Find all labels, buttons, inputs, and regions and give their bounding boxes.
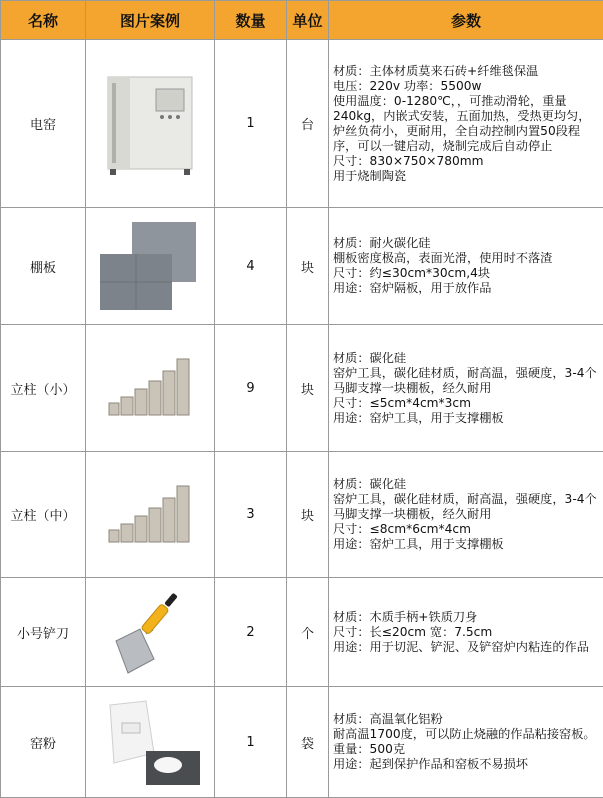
item-unit: 袋 xyxy=(287,687,329,798)
table-row xyxy=(1,208,603,325)
item-unit: 个 xyxy=(287,578,329,687)
item-qty: 2 xyxy=(215,578,287,687)
param-line: 材质：高温氧化铝粉 xyxy=(333,712,443,726)
param-line: 窑炉工具，碳化硅材质，耐高温，强硬度，3-4个马脚支撑一块棚板，经久耐用 xyxy=(333,492,597,521)
param-line: 用途：用于切泥、铲泥、及铲窑炉内粘连的作品 xyxy=(333,639,589,654)
item-name: 棚板 xyxy=(1,208,86,325)
param-line: 窑炉工具，碳化硅材质，耐高温，强硬度，3-4个马脚支撑一块棚板，经久耐用 xyxy=(333,365,597,395)
table-row xyxy=(1,40,603,208)
param-line: 尺寸：长≤20cm 宽：7.5cm xyxy=(333,624,493,639)
header-unit: 单位 xyxy=(287,1,329,40)
header-qty: 数量 xyxy=(215,1,287,40)
param-line: 用途：窑炉工具，用于支撑棚板 xyxy=(333,537,504,551)
item-params xyxy=(329,687,603,798)
param-line: 尺寸：830×750×780mm xyxy=(333,153,484,168)
param-line: 用途：起到保护作品和窑板不易损坏 xyxy=(333,757,528,771)
item-params xyxy=(329,578,603,687)
param-line: 材质：主体材质莫来石砖+纤维毯保温 xyxy=(333,63,539,78)
item-unit: 块 xyxy=(287,452,329,578)
medium-post-image xyxy=(86,452,215,578)
item-unit: 块 xyxy=(287,208,329,325)
item-qty: 1 xyxy=(215,40,287,208)
table-row xyxy=(1,687,603,798)
item-name: 立柱（中） xyxy=(1,452,86,578)
kiln-image xyxy=(86,40,215,208)
item-params xyxy=(329,452,603,578)
item-qty: 3 xyxy=(215,452,287,578)
param-line: 材质：木质手柄+铁质刀身 xyxy=(333,609,478,624)
param-line: 重量：500克 xyxy=(333,742,406,756)
item-qty: 4 xyxy=(215,208,287,325)
param-line: 用途：窑炉隔板，用于放作品 xyxy=(333,281,492,295)
item-name: 窑粉 xyxy=(1,687,86,798)
table-row xyxy=(1,325,603,452)
scraper-image xyxy=(86,578,215,687)
table-row xyxy=(1,452,603,578)
item-unit: 块 xyxy=(287,325,329,452)
param-line: 材质：碳化硅 xyxy=(333,477,407,491)
header-params: 参数 xyxy=(329,1,603,40)
param-line: 用于烧制陶瓷 xyxy=(333,168,407,183)
item-params xyxy=(329,40,603,208)
item-params xyxy=(329,325,603,452)
table-row xyxy=(1,578,603,687)
item-qty: 1 xyxy=(215,687,287,798)
small-post-image xyxy=(86,325,215,452)
param-line: 尺寸：≤8cm*6cm*4cm xyxy=(333,522,471,536)
item-params xyxy=(329,208,603,325)
param-line: 尺寸：≤5cm*4cm*3cm xyxy=(333,395,471,410)
item-qty: 9 xyxy=(215,325,287,452)
header-name: 名称 xyxy=(1,1,86,40)
item-unit: 台 xyxy=(287,40,329,208)
param-line: 用途：窑炉工具，用于支撑棚板 xyxy=(333,410,504,425)
param-line: 尺寸：约≤30cm*30cm,4块 xyxy=(333,266,491,280)
param-line: 棚板密度极高，表面光滑，使用时不落渣 xyxy=(333,251,553,265)
param-line: 耐高温1700度，可以防止烧融的作品粘接窑板。 xyxy=(333,727,596,741)
kiln-powder-image xyxy=(86,687,215,798)
shelf-image xyxy=(86,208,215,325)
header-image: 图片案例 xyxy=(86,1,215,40)
item-name: 小号铲刀 xyxy=(1,578,86,687)
item-name: 立柱（小） xyxy=(1,325,86,452)
param-line: 材质：碳化硅 xyxy=(333,350,407,365)
item-name: 电窑 xyxy=(1,40,86,208)
header-row xyxy=(1,1,603,40)
param-line: 使用温度：0-1280℃，，可推动滑轮，重量240kg，内嵌式安装，五面加热，受热更均匀，炉丝负荷小，更耐用，全自动控制内置50段程序，可以一键启动，烧制完成后自动停止 xyxy=(333,93,591,153)
param-line: 材质：耐火碳化硅 xyxy=(333,236,431,250)
param-line: 电压：220v 功率：5500w xyxy=(333,78,482,93)
